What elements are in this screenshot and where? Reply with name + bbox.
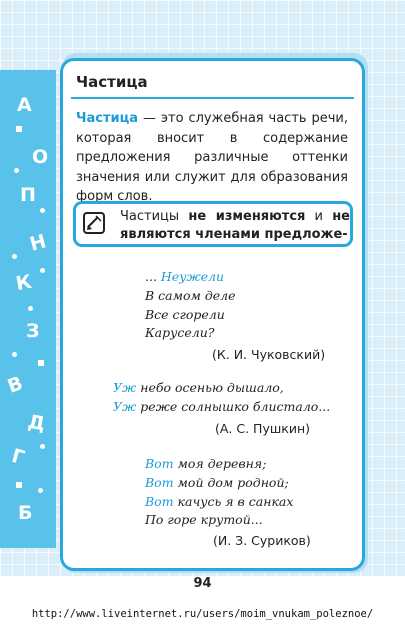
line-text: ...	[145, 269, 161, 284]
poem-line	[145, 455, 293, 474]
pencil-note-icon	[81, 210, 107, 236]
example-poem-3	[145, 455, 293, 530]
particle-highlight: Уж	[113, 398, 137, 414]
line-text: качусь я в санках	[173, 493, 294, 509]
particle-highlight: Вот	[145, 456, 174, 471]
side-letter: Н	[27, 230, 49, 256]
side-letter: В	[4, 372, 26, 398]
side-letter: П	[20, 184, 36, 206]
decor-dot	[12, 352, 17, 357]
poem-line	[145, 493, 293, 512]
definition-body: — это служебная часть речи, которая вносит в содержание предложения различные оттенки значения или служит для образования форм слов.	[76, 111, 348, 204]
poem-line	[113, 379, 330, 398]
definition-text	[76, 109, 348, 207]
decor-dot	[12, 254, 17, 259]
side-letter: З	[26, 320, 40, 342]
side-letter: О	[32, 146, 49, 168]
side-letter: Г	[9, 444, 27, 470]
decor-square	[16, 482, 22, 488]
decor-square	[38, 360, 44, 366]
decor-dot	[40, 444, 45, 449]
poem-line	[145, 268, 236, 287]
author-credit: (И. З. Суриков)	[213, 533, 311, 548]
side-letter: Б	[18, 502, 33, 524]
note-text	[120, 208, 350, 244]
line-text: По горе крутой...	[145, 512, 263, 528]
particle-highlight: Уж	[113, 380, 137, 395]
decor-dot	[40, 268, 45, 273]
card-title: Частица	[76, 73, 148, 91]
particle-highlight: Неужели	[160, 269, 225, 284]
poem-line	[145, 306, 236, 325]
line-text: В самом деле	[145, 287, 236, 303]
poem-line	[145, 474, 293, 493]
decor-dot	[28, 306, 33, 311]
particle-highlight: Вот	[145, 474, 174, 490]
author-credit: (А. С. Пушкин)	[215, 421, 311, 436]
note-prefix: Частицы	[120, 209, 189, 224]
line-text: небо осенью дышало,	[136, 380, 284, 395]
side-letter: Д	[26, 410, 47, 436]
poem-line	[145, 287, 236, 306]
line-text: Карусели?	[145, 325, 215, 341]
decor-dot	[40, 208, 45, 213]
line-text: моя деревня;	[173, 456, 267, 471]
note-box	[73, 201, 353, 247]
decor-dot	[14, 168, 19, 173]
example-poem-1	[145, 268, 236, 343]
example-poem-2	[113, 379, 330, 417]
side-letter: А	[17, 94, 32, 116]
title-divider	[71, 97, 354, 99]
watermark-url: http://www.liveinternet.ru/users/moim_vnukam_poleznoe/	[31, 608, 374, 620]
line-text: Все сгорели	[145, 306, 225, 322]
decor-dot	[38, 488, 43, 493]
particle-highlight: Вот	[145, 493, 174, 509]
side-letter-strip	[0, 70, 56, 548]
info-card	[60, 58, 365, 571]
line-text: реже солнышко блистало...	[136, 398, 331, 414]
note-bold-1: не изменяются	[188, 209, 306, 224]
side-letter: К	[14, 270, 34, 296]
line-text: мой дом родной;	[173, 474, 289, 490]
note-bold-2: не являются членами предложе-	[120, 209, 350, 242]
poem-line	[113, 398, 330, 417]
page-number: 94	[193, 576, 212, 591]
decor-square	[16, 126, 22, 132]
poem-line	[145, 511, 293, 530]
poem-line	[145, 324, 236, 343]
definition-term: Частица	[76, 111, 139, 126]
author-credit: (К. И. Чуковский)	[212, 347, 326, 362]
note-middle: и	[305, 209, 333, 224]
